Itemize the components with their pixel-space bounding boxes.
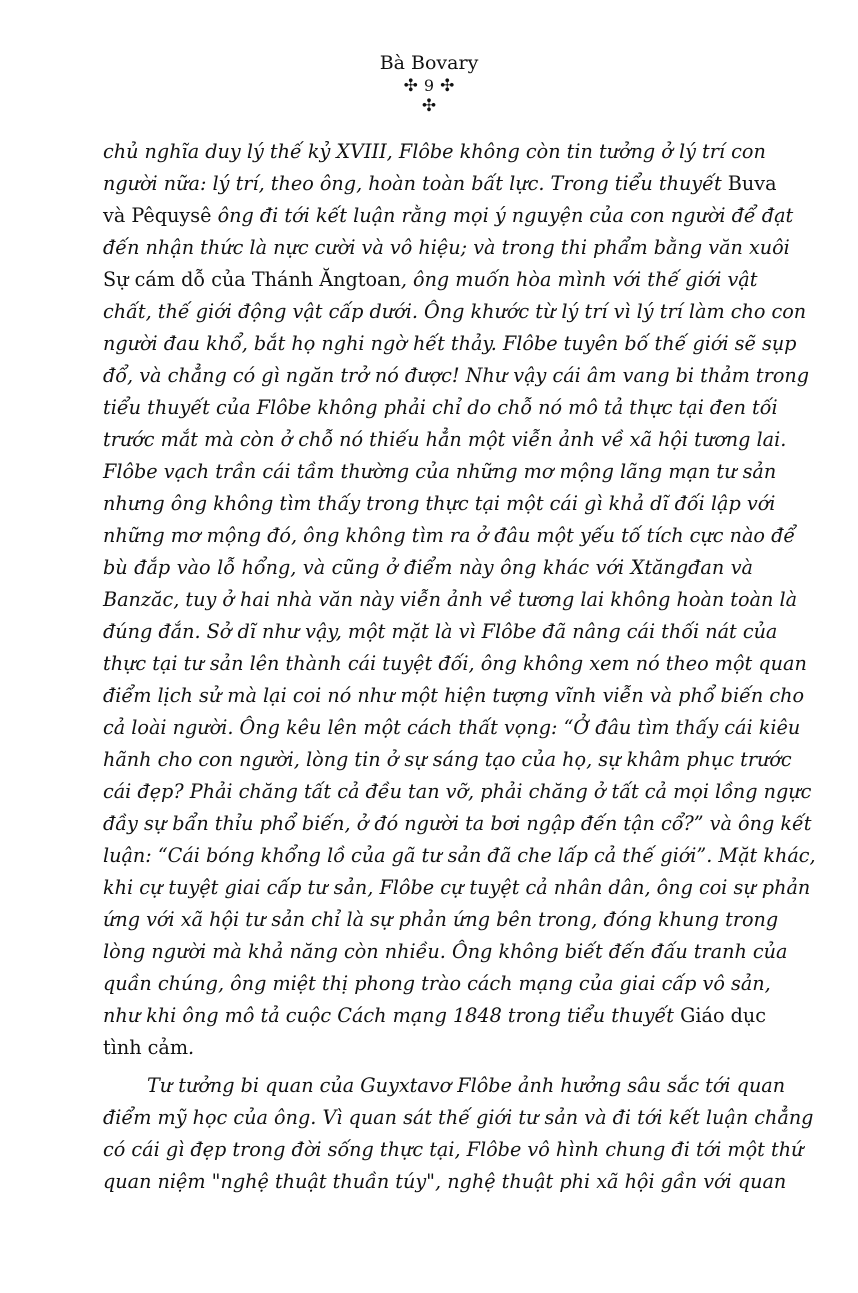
page-number: 9 xyxy=(423,76,435,95)
text-line xyxy=(103,1070,786,1102)
text-line xyxy=(103,360,810,392)
paragraph xyxy=(103,1070,814,1198)
text-segment: quan niệm "nghệ thuật thuần túy", nghệ thuật phi xã hội gần với quan xyxy=(103,1170,787,1193)
text-segment: chủ nghĩa duy lý thế kỷ XVIII, Flôbe không còn tin tưởng ở lý trí con xyxy=(103,140,766,163)
text-line xyxy=(103,1032,753,1064)
text-segment: người đau khổ, bắt họ nghi ngờ hết thảy. Flôbe tuyên bố thế giới sẽ sụp xyxy=(103,332,797,355)
body-text xyxy=(103,136,816,1198)
text-line xyxy=(103,168,777,200)
text-segment: thực tại tư sản lên thành cái tuyệt đối, ông không xem nó theo một quan xyxy=(103,652,807,675)
text-line xyxy=(103,872,811,904)
text-line xyxy=(103,232,790,264)
text-line xyxy=(103,200,794,232)
text-segment: nhưng ông không tìm thấy trong thực tại một cái gì khả dĩ đối lập với xyxy=(103,492,776,515)
text-segment: đến nhận thức là nực cười và vô hiệu; và trong thi phẩm bằng văn xuôi xyxy=(103,236,790,259)
text-segment: ứng với xã hội tư sản chỉ là sự phản ứng bên trong, đóng khung trong xyxy=(103,908,779,931)
text-segment: luận: “Cái bóng khổng lồ của gã tư sản đã che lấp cả thế giới”. Mặt khác, xyxy=(103,844,816,867)
text-segment: lòng người mà khả năng còn nhiều. Ông không biết đến đấu tranh của xyxy=(103,940,788,963)
text-segment: những mơ mộng đó, ông không tìm ra ở đâu một yếu tố tích cực nào để xyxy=(103,524,796,547)
book-title-reference: Buva xyxy=(727,172,777,195)
text-segment: Flôbe vạch trần cái tầm thường của những mơ mộng lãng mạn tư sản xyxy=(103,460,777,483)
text-segment: Tư tưởng bi quan của Guyxtavơ Flôbe ảnh hưởng sâu sắc tới quan xyxy=(147,1074,786,1097)
text-line xyxy=(103,840,816,872)
text-segment: đầy sự bẩn thỉu phổ biến, ở đó người ta bơi ngập đến tận cổ?” và ông kết xyxy=(103,812,812,835)
text-segment: đúng đắn. Sở dĩ như vậy, một mặt là vì Flôbe đã nâng cái thối nát của xyxy=(103,620,778,643)
text-segment: điểm mỹ học của ông. Vì quan sát thế giới tư sản và đi tới kết luận chẳng xyxy=(103,1106,814,1129)
ornament-icon: ✣ xyxy=(440,76,455,96)
text-line xyxy=(103,136,766,168)
text-segment: khi cự tuyệt giai cấp tư sản, Flôbe cự tuyệt cả nhân dân, ông coi sự phản xyxy=(103,876,811,899)
text-line xyxy=(103,1166,787,1198)
text-line xyxy=(103,936,788,968)
book-title-reference: và Pêquysê xyxy=(103,204,212,227)
text-line xyxy=(103,456,777,488)
text-segment: người nữa: lý trí, theo ông, hoàn toàn bất lực. Trong tiểu thuyết xyxy=(103,172,728,195)
text-segment: cả loài người. Ông kêu lên một cách thất vọng: “Ở đâu tìm thấy cái kiêu xyxy=(103,716,801,739)
text-segment: quần chúng, ông miệt thị phong trào cách mạng của giai cấp vô sản, xyxy=(103,972,771,995)
text-line xyxy=(103,616,778,648)
text-line xyxy=(103,1134,804,1166)
text-line xyxy=(103,552,753,584)
text-segment: chất, thế giới động vật cấp dưới. Ông khước từ lý trí vì lý trí làm cho con xyxy=(103,300,807,323)
text-line xyxy=(103,264,758,296)
text-line xyxy=(103,680,804,712)
text-line xyxy=(103,744,792,776)
text-segment: đổ, và chẳng có gì ngăn trở nó được! Như vậy cái âm vang bi thảm trong xyxy=(103,364,810,387)
text-segment: bù đắp vào lỗ hổng, và cũng ở điểm này ông khác với Xtăngđan và xyxy=(103,556,753,579)
text-line xyxy=(103,776,812,808)
text-line xyxy=(103,1000,767,1032)
text-line xyxy=(103,520,796,552)
text-segment: , ông muốn hòa mình với thế giới vật xyxy=(400,268,758,291)
text-line xyxy=(103,1102,814,1134)
text-segment: trước mắt mà còn ở chỗ nó thiếu hẳn một viễn ảnh về xã hội tương lai. xyxy=(103,428,787,451)
page-number-ornament xyxy=(0,76,858,96)
text-line xyxy=(103,904,779,936)
text-segment: điểm lịch sử mà lại coi nó như một hiện tượng vĩnh viễn và phổ biến cho xyxy=(103,684,804,707)
text-segment: tiểu thuyết của Flôbe không phải chỉ do chỗ nó mô tả thực tại đen tối xyxy=(103,396,778,419)
text-segment: hãnh cho con người, lòng tin ở sự sáng tạo của họ, sự khâm phục trước xyxy=(103,748,792,771)
text-line xyxy=(103,296,807,328)
text-segment: cái đẹp? Phải chăng tất cả đều tan vỡ, phải chăng ở tất cả mọi lồng ngực xyxy=(103,780,812,803)
text-segment: như khi ông mô tả cuộc Cách mạng 1848 trong tiểu thuyết xyxy=(103,1004,681,1027)
text-line xyxy=(103,488,776,520)
text-segment: có cái gì đẹp trong đời sống thực tại, Flôbe vô hình chung đi tới một thứ xyxy=(103,1138,804,1161)
text-line xyxy=(103,392,778,424)
text-line xyxy=(103,424,787,456)
paragraph xyxy=(103,136,816,1064)
text-line xyxy=(103,328,797,360)
text-segment: ông đi tới kết luận rằng mọi ý nguyện của con người để đạt xyxy=(211,204,794,227)
ornament-icon: ✣ xyxy=(403,76,418,96)
ornament-icon: ✣ xyxy=(421,96,437,116)
text-line xyxy=(103,808,812,840)
text-segment: . xyxy=(188,1036,195,1059)
text-line xyxy=(103,968,771,1000)
book-title-reference: Sự cám dỗ của Thánh Ăngtoan xyxy=(103,268,401,291)
book-title: Bà Bovary xyxy=(379,52,479,74)
text-line xyxy=(103,648,807,680)
running-header xyxy=(0,50,858,116)
text-segment: Banzăc, tuy ở hai nhà văn này viễn ảnh về tương lai không hoàn toàn là xyxy=(103,588,798,611)
text-line xyxy=(103,584,798,616)
book-title-reference: tình cảm xyxy=(103,1036,189,1059)
text-line xyxy=(103,712,801,744)
book-title-reference: Giáo dục xyxy=(680,1004,767,1027)
